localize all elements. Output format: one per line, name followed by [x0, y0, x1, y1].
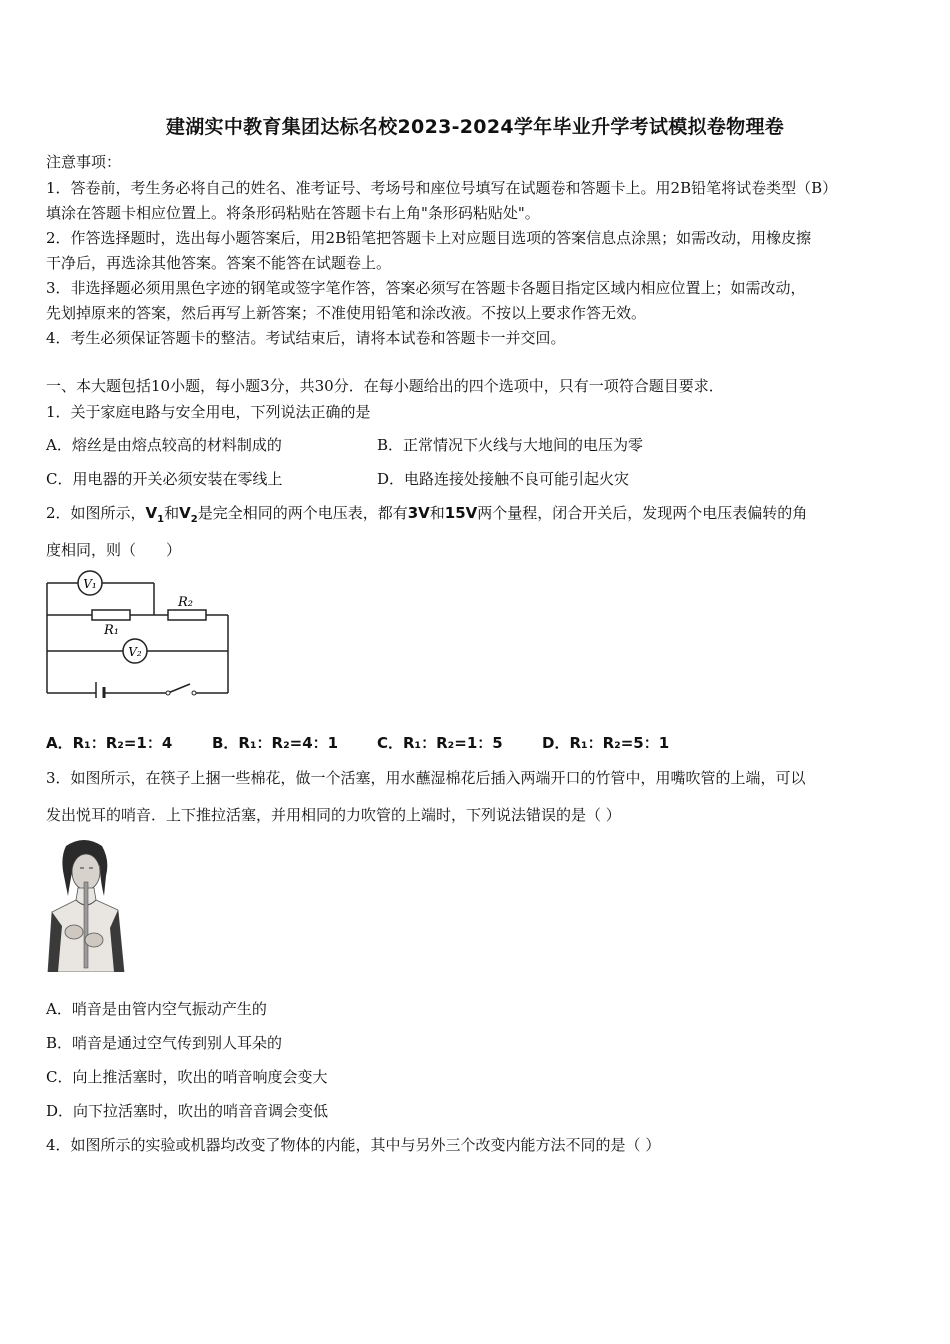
q2-stem-line-2: 度相同，则（ ） — [46, 541, 182, 559]
notice-heading: 注意事项： — [46, 153, 122, 171]
q2-range-3v: 3V — [407, 504, 430, 522]
q3-option-c: C．向上推活塞时，吹出的哨音响度会变大 — [46, 1068, 328, 1086]
q3-option-a: A．哨音是由管内空气振动产生的 — [46, 1000, 267, 1018]
notice-line-1: 1．答卷前，考生务必将自己的姓名、准考证号、考场号和座位号填写在试题卷和答题卡上。用2B铅笔将试卷类型（B） — [46, 179, 838, 197]
q1-option-b: B．正常情况下火线与大地间的电压为零 — [377, 436, 644, 454]
q2-option-b: B．R₁：R₂=4：1 — [212, 734, 339, 752]
q1-option-c: C．用电器的开关必须安装在零线上 — [46, 470, 283, 488]
label-r2: R₂ — [178, 595, 193, 610]
q2-stem-part-1: 2．如图所示， — [46, 504, 146, 522]
circuit-diagram — [40, 568, 240, 698]
q4-stem: 4．如图所示的实验或机器均改变了物体的内能，其中与另外三个改变内能方法不同的是（ ） — [46, 1136, 661, 1154]
resistor-r2 — [168, 610, 206, 620]
q2-stem-part-2: 和 — [164, 504, 180, 522]
label-r1: R₁ — [104, 623, 119, 638]
whistle-photo — [44, 836, 126, 972]
notice-line-5: 3．非选择题必须用黑色字迹的钢笔或签字笔作答，答案必须写在答题卡各题目指定区域内相应位置上；如需改动， — [46, 279, 806, 297]
notice-line-3: 2．作答选择题时，选出每小题答案后，用2B铅笔把答题卡上对应题目选项的答案信息点涂黑；如需改动，用橡皮擦 — [46, 229, 812, 247]
q1-option-d: D．电路连接处接触不良可能引起火灾 — [377, 470, 630, 488]
notice-line-7: 4．考生必须保证答题卡的整洁。考试结束后，请将本试卷和答题卡一并交回。 — [46, 329, 566, 347]
q1-stem: 1．关于家庭电路与安全用电，下列说法正确的是 — [46, 403, 371, 421]
bamboo-pipe — [84, 882, 88, 968]
hand-right — [85, 933, 103, 947]
q2-stem-part-4: 和 — [429, 504, 445, 522]
resistor-r1 — [92, 610, 130, 620]
q3-stem-line-1: 3．如图所示，在筷子上捆一些棉花，做一个活塞，用水蘸湿棉花后插入两端开口的竹管中，用嘴吹管的上端，可以 — [46, 769, 806, 787]
q2-range-15v: 15V — [444, 504, 478, 522]
label-v1: V₁ — [83, 577, 97, 591]
hand-left — [65, 925, 83, 939]
q2-stem-part-3: 是完全相同的两个电压表，都有 — [197, 504, 408, 522]
q2-v2-sub: 2 — [190, 514, 198, 525]
q2-stem-part-5: 两个量程，闭合开关后，发现两个电压表偏转的角 — [477, 504, 808, 522]
q2-v1-sub: 1 — [157, 514, 165, 525]
notice-line-6: 先划掉原来的答案，然后再写上新答案；不准使用铅笔和涂改液。不按以上要求作答无效。 — [46, 304, 647, 322]
notice-line-4: 干净后，再选涂其他答案。答案不能答在试题卷上。 — [46, 254, 392, 272]
q2-option-d: D．R₁：R₂=5：1 — [542, 734, 670, 752]
switch-contact-left — [166, 691, 170, 695]
q2-v1-letter: V — [145, 504, 158, 522]
q2-v1 — [145, 504, 165, 525]
q2-v2-letter: V — [179, 504, 191, 522]
q1-option-a: A．熔丝是由熔点较高的材料制成的 — [46, 436, 282, 454]
label-v2: V₂ — [128, 645, 142, 659]
q3-option-d: D．向下拉活塞时，吹出的哨音音调会变低 — [46, 1102, 329, 1120]
q3-stem-line-2: 发出悦耳的哨音．上下推拉活塞，并用相同的力吹管的上端时，下列说法错误的是（ ） — [46, 806, 621, 824]
q3-option-b: B．哨音是通过空气传到别人耳朵的 — [46, 1034, 283, 1052]
section-heading: 一、本大题包括10小题，每小题3分，共30分．在每小题给出的四个选项中，只有一项符合题目要求． — [46, 377, 724, 395]
page-title: 建湖实中教育集团达标名校2023-2024学年毕业升学考试模拟卷物理卷 — [165, 116, 785, 138]
q2-stem-line-1 — [46, 503, 807, 530]
switch-contact-right — [192, 691, 196, 695]
notice-line-2: 填涂在答题卡相应位置上。将条形码粘贴在答题卡右上角"条形码粘贴处"。 — [46, 204, 540, 222]
q2-option-a: A．R₁：R₂=1：4 — [46, 734, 173, 752]
q2-v2 — [179, 504, 198, 525]
switch-lever — [168, 684, 190, 693]
q2-option-c: C．R₁：R₂=1：5 — [377, 734, 503, 752]
